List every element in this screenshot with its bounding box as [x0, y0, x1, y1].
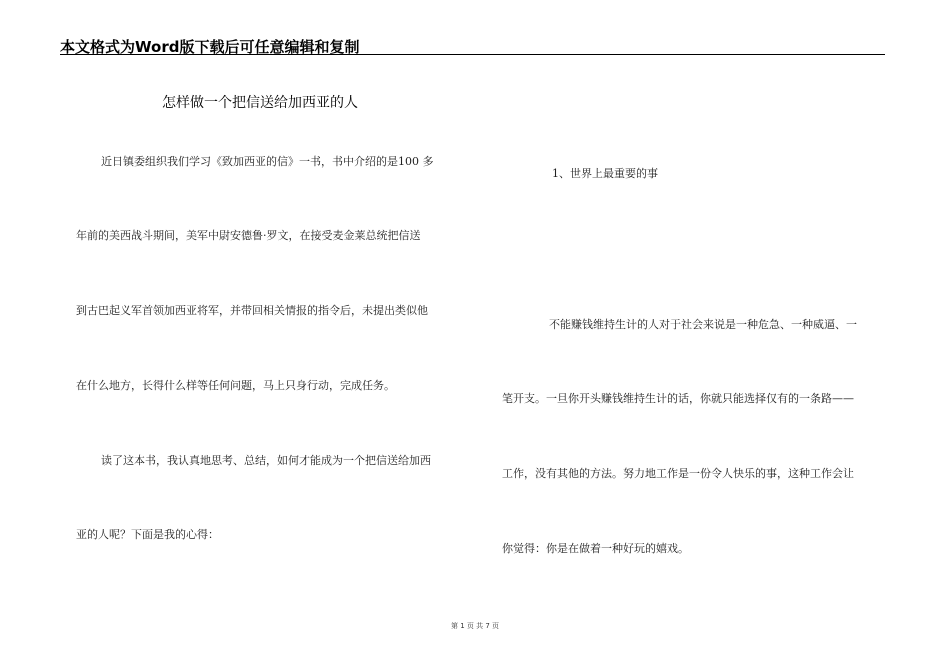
left-paragraph-line: 年前的美西战斗期间，美军中尉安德鲁·罗文，在接受麦金莱总统把信送	[76, 229, 421, 242]
right-paragraph-line: 不能赚钱维持生计的人对于社会来说是一种危急、一种威逼、一	[549, 318, 857, 331]
left-paragraph-line: 亚的人呢？下面是我的心得：	[76, 528, 219, 541]
right-paragraph-line: 工作，没有其他的方法。努力地工作是一份令人快乐的事，这种工作会让	[502, 467, 854, 480]
page-number: 第 1 页 共 7 页	[450, 622, 500, 630]
header-banner: 本文格式为Word版下载后可任意编辑和复制	[60, 38, 360, 56]
left-paragraph-line: 到古巴起义军首领加西亚将军，并带回相关情报的指令后，未提出类似他	[76, 304, 428, 317]
left-paragraph-line: 在什么地方，长得什么样等任何问题，马上只身行动，完成任务。	[76, 379, 395, 392]
right-paragraph-line: 笔开支。一旦你开头赚钱维持生计的话，你就只能选择仅有的一条路——	[502, 392, 854, 405]
header-divider	[60, 54, 885, 55]
left-paragraph-line: 近日镇委组织我们学习《致加西亚的信》一书，书中介绍的是100 多	[101, 155, 434, 168]
right-paragraph-line: 你觉得：你是在做着一种好玩的嬉戏。	[502, 542, 689, 555]
right-heading-line: 1、世界上最重要的事	[552, 167, 658, 180]
document-title: 怎样做一个把信送给加西亚的人	[162, 95, 358, 111]
left-paragraph-line: 读了这本书，我认真地思考、总结，如何才能成为一个把信送给加西	[101, 454, 431, 467]
